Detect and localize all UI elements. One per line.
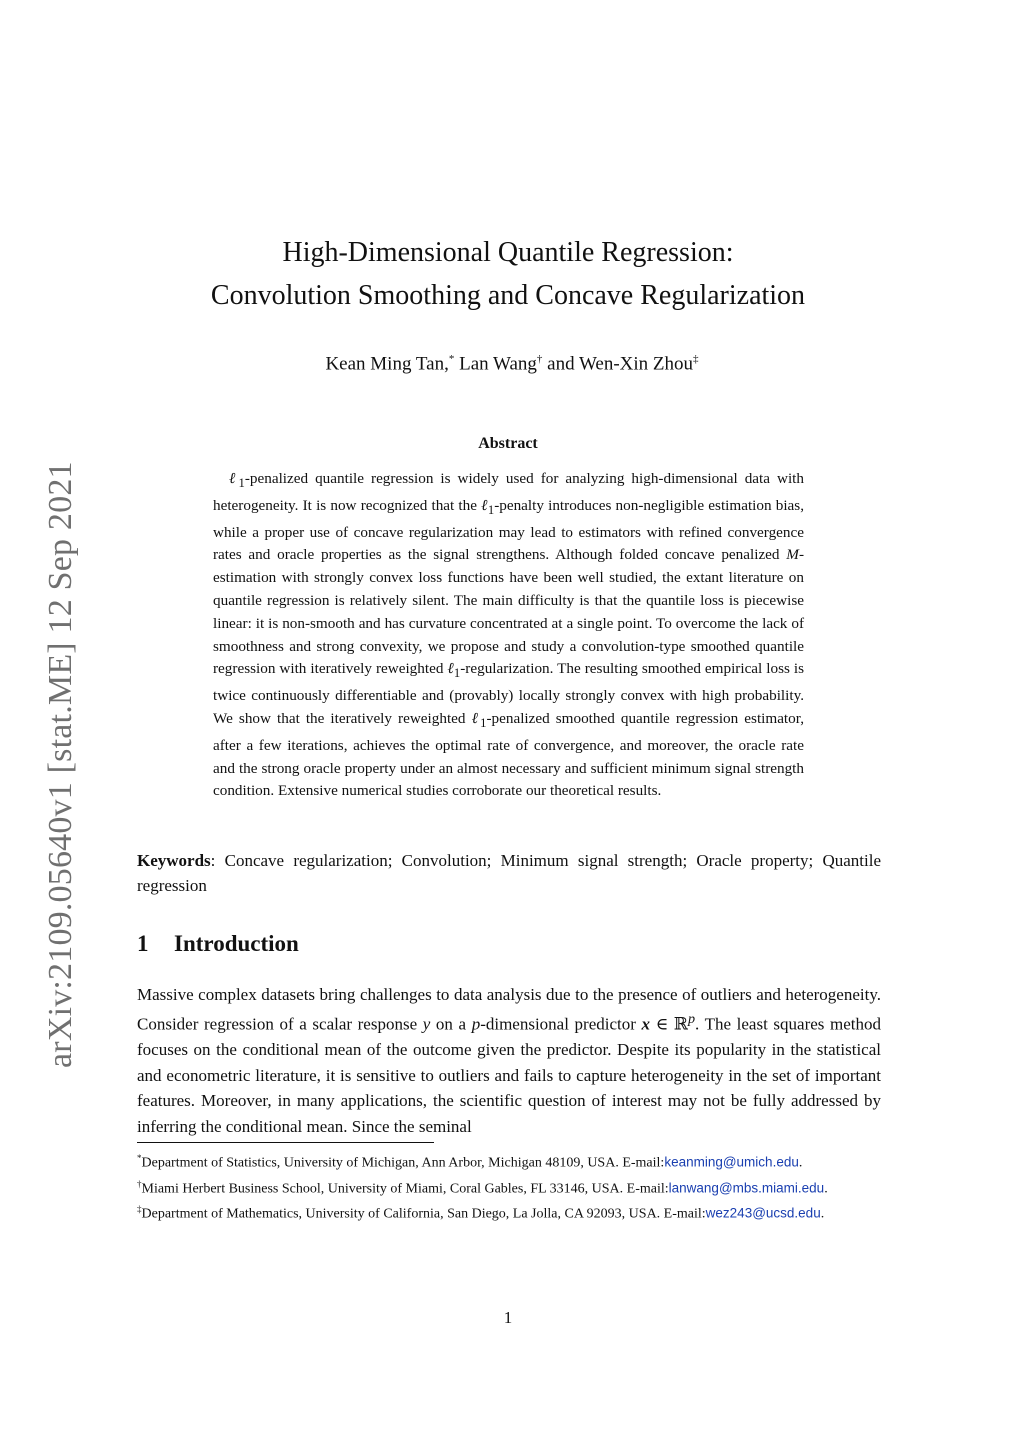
math-ell: ℓ xyxy=(481,496,488,514)
intro-segment: -dimensional predictor xyxy=(480,1015,642,1035)
math-subscript: 1 xyxy=(453,666,461,681)
footnote-mark: † xyxy=(137,1178,142,1189)
author-name: Wen-Xin Zhou xyxy=(579,353,694,375)
author-name: Lan Wang xyxy=(459,353,537,375)
math-ell: ℓ xyxy=(229,470,239,487)
footnote-text: Miami Herbert Business School, University of Miami, Coral Gables, FL 33146, USA. E-mail: xyxy=(141,1181,669,1197)
math-superscript: p xyxy=(687,1011,696,1028)
footnote-end: . xyxy=(824,1181,828,1197)
footnote-text: Department of Statistics, University of Michigan, Ann Arbor, Michigan 48109, USA. E-mail: xyxy=(141,1155,665,1171)
section-heading xyxy=(137,931,299,957)
footnote-mark: ‡ xyxy=(137,1204,142,1215)
paper-title-line1: High-Dimensional Quantile Regression: xyxy=(282,237,734,268)
author-connector: and xyxy=(547,353,575,375)
footnote-mark[interactable]: † xyxy=(536,353,543,365)
math-y: y xyxy=(422,1015,431,1035)
math-subscript: 1 xyxy=(487,502,495,517)
abstract-heading: Abstract xyxy=(478,435,538,452)
footnote-rule xyxy=(137,1142,434,1143)
arxiv-identifier: arXiv:2109.05640v1 [stat.ME] 12 Sep 2021 xyxy=(42,461,79,1068)
math-ell: ℓ xyxy=(447,660,454,678)
page-number: 1 xyxy=(503,1308,513,1327)
section-title: Introduction xyxy=(174,931,299,956)
intro-segment: Massive complex datasets bring challenges to data analysis due to the presence of outliers and heterogeneity. Consider regression of a scalar response xyxy=(137,985,881,1035)
abstract-segment: -estimation with strongly convex loss functions have been well studied, the extant literature on quantile regression is relatively silent. The main difficulty is that the quantile loss is piecewise linear: it is non-smooth and has curvature concentrated at a single point. To overcome the lack of smoothness and strong convexity, we propose and study a convolution-type smoothed quantile regression with iteratively reweighted xyxy=(213,546,804,678)
paper-title-line2: Convolution Smoothing and Concave Regularization xyxy=(210,280,806,311)
math-x: x xyxy=(641,1015,651,1035)
footnote-text: Department of Mathematics, University of California, San Diego, La Jolla, CA 92093, USA. E-mail: xyxy=(141,1206,706,1222)
math-p: p xyxy=(471,1015,481,1035)
footnote-end: . xyxy=(798,1155,803,1171)
footnote-end: . xyxy=(820,1206,825,1222)
footnote-mark[interactable]: * xyxy=(448,353,455,365)
math-in-reals: ∈ ℝ xyxy=(650,1015,688,1035)
abstract-segment: -penalty introduces non-negligible estimation bias, while a proper use of concave regularization may lead to estimators with refined convergence rates and oracle properties as the signal strengthens. Although folded concave penalized xyxy=(213,496,804,564)
email-link[interactable]: keanming@umich.edu xyxy=(664,1154,799,1170)
keywords-text: : Concave regularization; Convolution; Minimum signal strength; Oracle property; Quantile regression xyxy=(137,851,881,895)
footnote-mark[interactable]: ‡ xyxy=(693,353,699,365)
email-link[interactable]: wez243@ucsd.edu xyxy=(705,1205,821,1221)
abstract-segment: -penalized smoothed quantile regression estimator, after a few iterations, achieves the optimal rate of convergence, and moreover, the oracle rate and the strong oracle property under an almost necessary and sufficient minimum signal strength condition. Extensive numerical studies corroborate our theoretical results. xyxy=(213,710,804,800)
keywords xyxy=(137,848,881,898)
section-number: 1 xyxy=(137,931,149,956)
math-subscript: 1 xyxy=(480,716,487,731)
intro-segment: on a xyxy=(430,1015,472,1035)
author-list xyxy=(0,353,1024,375)
intro-segment: . The least squares method focuses on the conditional mean of the outcome given the predictor. Despite its popularity in the statistical and econometric literature, it is sensitive to outliers and fails to capture heterogeneity in the set of important features. Moreover, in many applications, the scientific question of interest may not be fully addressed by inferring the conditional mean. Since the seminal xyxy=(137,1015,881,1136)
footnote xyxy=(137,1199,881,1225)
footnotes xyxy=(137,1148,881,1225)
keywords-label: Keywords xyxy=(137,851,211,870)
math-subscript: 1 xyxy=(238,476,245,491)
math-ell: ℓ xyxy=(471,710,481,728)
abstract-segment: -regularization. The resulting smoothed empirical loss is twice continuously differentiable and (provably) locally strongly convex with high probability. We show that the iteratively reweighted xyxy=(213,660,804,728)
author-name: Kean Ming Tan, xyxy=(325,353,449,375)
footnote xyxy=(137,1148,881,1174)
footnote-mark: * xyxy=(137,1153,142,1163)
email-link[interactable]: lanwang@mbs.miami.edu xyxy=(668,1180,825,1196)
footnote xyxy=(137,1174,881,1200)
math-m: M xyxy=(786,546,799,564)
intro-paragraph xyxy=(137,982,881,1139)
abstract-text xyxy=(213,468,804,803)
abstract-segment: -penalized quantile regression is widely used for analyzing high-dimensional data with heterogeneity. It is now recognized that the xyxy=(213,470,804,514)
